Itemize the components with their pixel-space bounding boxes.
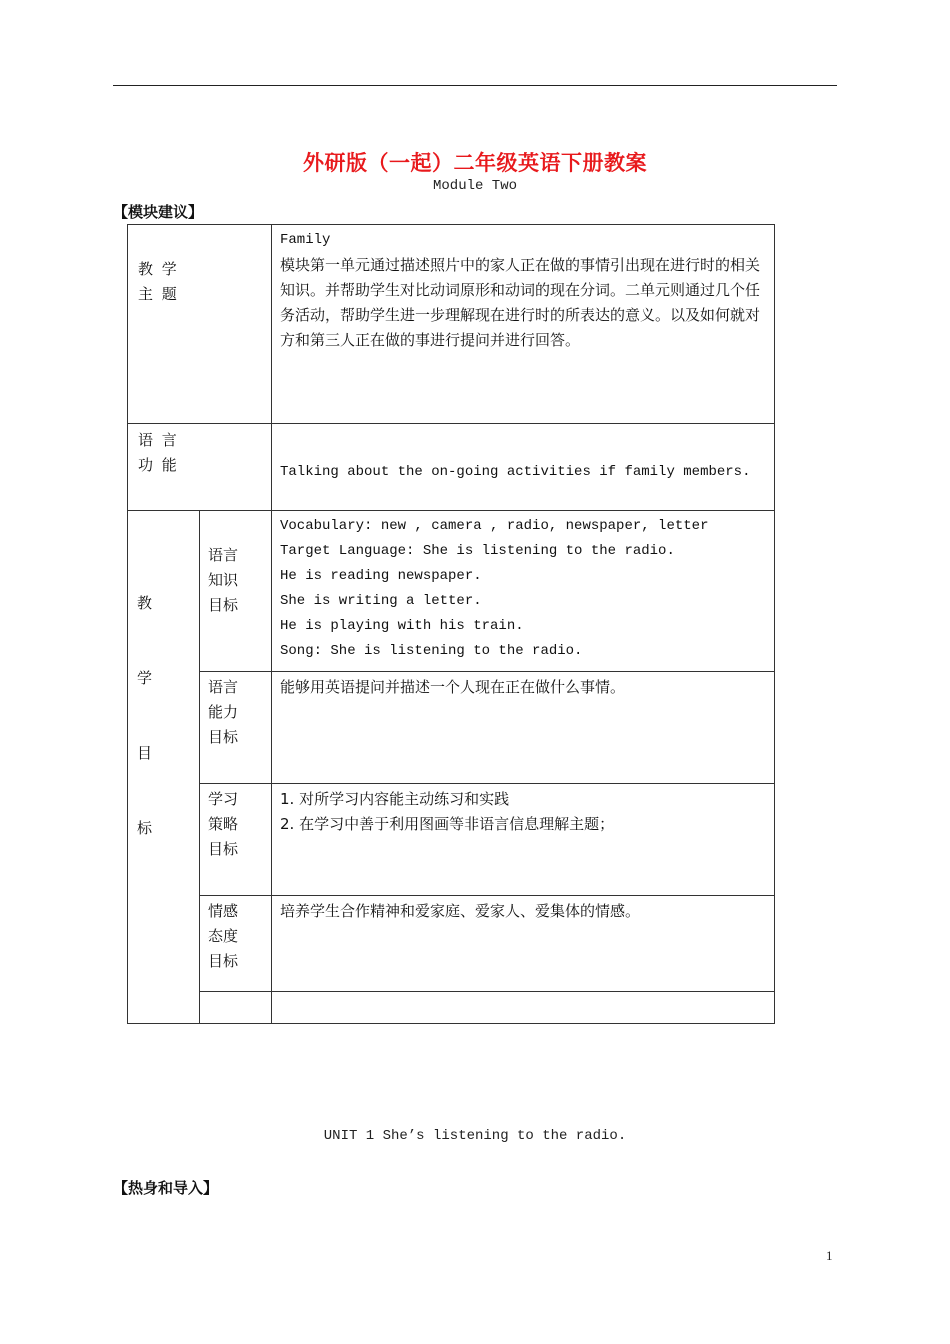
theme-label-cell	[128, 225, 272, 424]
knowledge-line-target: Target Language: She is listening to the radio.	[280, 543, 675, 559]
strategy-item-1: 1. 对所学习内容能主动练习和实践	[280, 790, 510, 808]
ability-label-line2: 能力	[208, 703, 239, 721]
theme-label-line1: 教 学	[138, 260, 179, 278]
strategy-label-cell	[200, 784, 272, 896]
function-content: Talking about the on-going activities if family members.	[280, 464, 751, 480]
strategy-item-2: 2. 在学习中善于利用图画等非语言信息理解主题；	[280, 815, 615, 833]
table-row-function	[128, 424, 775, 511]
page-number: 1	[826, 1248, 833, 1263]
table-row-knowledge	[128, 511, 775, 672]
theme-description: 模块第一单元通过描述照片中的家人正在做的事情引出现在进行时的相关知识。并帮助学生对比动词原形和动词的现在分词。二单元则通过几个任务活动，帮助学生进一步理解现在进行时的所表达的意义。以及如何就对方和第三人正在做的事进行提问并进行回答。	[280, 256, 761, 349]
knowledge-label-line2: 知识	[208, 571, 239, 589]
objectives-label-char-3: 目	[137, 744, 153, 762]
function-content-cell	[272, 424, 775, 511]
knowledge-line-song: Song: She is listening to the radio.	[280, 643, 583, 659]
knowledge-line-writing: She is writing a letter.	[280, 593, 482, 609]
objectives-label-cell	[128, 511, 200, 1024]
section-heading-module-advice: 【模块建议】	[113, 203, 204, 221]
theme-label-line2: 主 题	[138, 285, 179, 303]
attitude-content: 培养学生合作精神和爱家庭、爱家人、爱集体的情感。	[280, 902, 641, 920]
objectives-label-char-2: 学	[137, 669, 153, 687]
document-title: 外研版（一起）二年级英语下册教案	[303, 151, 647, 175]
empty-content-cell	[272, 992, 775, 1024]
attitude-label-line3: 目标	[208, 952, 239, 970]
strategy-label-line1: 学习	[208, 790, 239, 808]
section-heading-warmup: 【热身和导入】	[113, 1179, 219, 1197]
function-label-line2: 功 能	[138, 456, 179, 474]
header-rule	[113, 85, 837, 86]
knowledge-label-line3: 目标	[208, 596, 239, 614]
ability-label-line1: 语言	[208, 678, 239, 696]
ability-content: 能够用英语提问并描述一个人现在正在做什么事情。	[280, 678, 626, 696]
knowledge-content-cell	[272, 511, 775, 672]
knowledge-label-cell	[200, 511, 272, 672]
theme-title: Family	[280, 232, 331, 248]
table-row-ability	[128, 672, 775, 784]
knowledge-line-reading: He is reading newspaper.	[280, 568, 482, 584]
table-row-empty	[128, 992, 775, 1024]
objectives-vertical-label	[137, 591, 199, 841]
attitude-label-line2: 态度	[208, 927, 239, 945]
objectives-label-char-1: 教	[137, 594, 153, 612]
document-subtitle: Module Two	[432, 178, 517, 194]
knowledge-line-vocabulary: Vocabulary: new , camera , radio, newspaper, letter	[280, 518, 709, 534]
objectives-label-char-4: 标	[137, 819, 153, 837]
attitude-label-cell	[200, 896, 272, 992]
ability-label-cell	[200, 672, 272, 784]
table-row-theme	[128, 225, 775, 424]
theme-content-cell	[272, 225, 775, 424]
empty-label-cell	[200, 992, 272, 1024]
knowledge-line-playing: He is playing with his train.	[280, 618, 524, 634]
ability-label-line3: 目标	[208, 728, 239, 746]
unit-heading: UNIT 1 She’s listening to the radio.	[323, 1128, 627, 1144]
attitude-label-line1: 情感	[208, 902, 239, 920]
function-label-cell	[128, 424, 272, 511]
table-row-strategy	[128, 784, 775, 896]
function-label-line1: 语 言	[138, 431, 179, 449]
strategy-label-line2: 策略	[208, 815, 239, 833]
table-row-attitude	[128, 896, 775, 992]
strategy-content-cell	[272, 784, 775, 896]
ability-content-cell	[272, 672, 775, 784]
strategy-label-line3: 目标	[208, 840, 239, 858]
attitude-content-cell	[272, 896, 775, 992]
knowledge-label-line1: 语言	[208, 546, 239, 564]
lesson-plan-table	[127, 224, 775, 1024]
